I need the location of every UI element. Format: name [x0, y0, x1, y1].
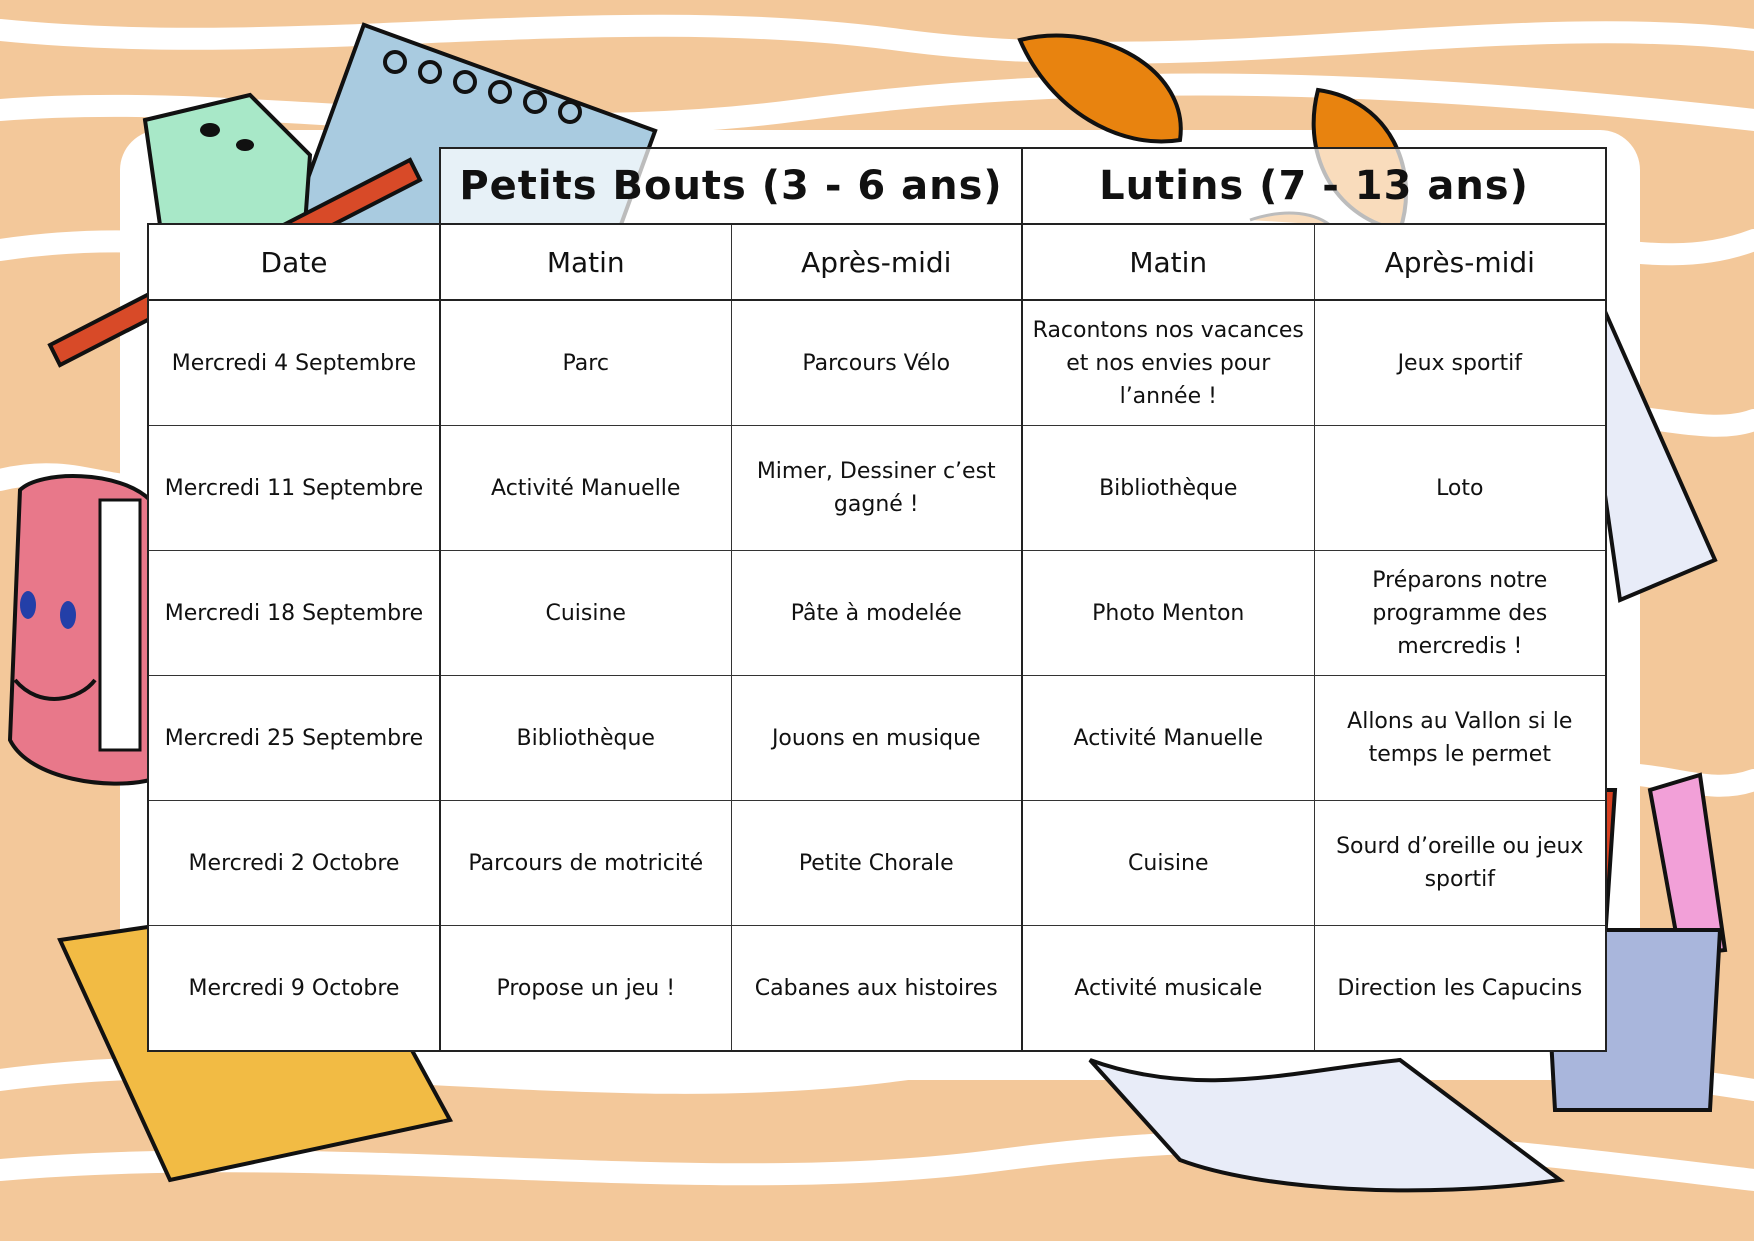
activity-cell: Photo Menton — [1022, 551, 1314, 676]
group-header-petits-bouts: Petits Bouts (3 - 6 ans) — [440, 148, 1022, 224]
activity-cell: Activité Manuelle — [1022, 676, 1314, 801]
activity-cell: Direction les Capucins — [1314, 926, 1606, 1052]
activity-cell: Préparons notre programme des mercredis ! — [1314, 551, 1606, 676]
column-header-date: Date — [148, 224, 440, 300]
table-row — [148, 676, 1606, 801]
activity-cell: Activité musicale — [1022, 926, 1314, 1052]
activity-cell: Bibliothèque — [1022, 426, 1314, 551]
column-header-apres-midi: Après-midi — [731, 224, 1022, 300]
date-cell: Mercredi 11 Septembre — [148, 426, 440, 551]
activity-cell: Activité Manuelle — [440, 426, 731, 551]
activity-cell: Propose un jeu ! — [440, 926, 731, 1052]
activity-cell: Sourd d’oreille ou jeux sportif — [1314, 801, 1606, 926]
activity-cell: Jouons en musique — [731, 676, 1022, 801]
date-cell: Mercredi 4 Septembre — [148, 300, 440, 426]
table-row — [148, 801, 1606, 926]
column-header-matin: Matin — [1022, 224, 1314, 300]
activity-cell: Cuisine — [1022, 801, 1314, 926]
activity-cell: Jeux sportif — [1314, 300, 1606, 426]
column-header-matin: Matin — [440, 224, 731, 300]
activity-cell: Parc — [440, 300, 731, 426]
backpack-icon — [10, 476, 150, 784]
table-row — [148, 926, 1606, 1052]
activity-cell: Loto — [1314, 426, 1606, 551]
activity-schedule-table — [147, 147, 1607, 1052]
date-cell: Mercredi 2 Octobre — [148, 801, 440, 926]
date-cell: Mercredi 9 Octobre — [148, 926, 440, 1052]
activity-cell: Mimer, Dessiner c’est gagné ! — [731, 426, 1022, 551]
column-header-apres-midi: Après-midi — [1314, 224, 1606, 300]
corner-blank-cell — [148, 148, 440, 224]
date-cell: Mercredi 18 Septembre — [148, 551, 440, 676]
activity-cell: Petite Chorale — [731, 801, 1022, 926]
date-cell: Mercredi 25 Septembre — [148, 676, 440, 801]
group-header-lutins: Lutins (7 - 13 ans) — [1022, 148, 1606, 224]
table-row — [148, 426, 1606, 551]
activity-cell: Racontons nos vacances et nos envies pour l’année ! — [1022, 300, 1314, 426]
table-row — [148, 300, 1606, 426]
activity-cell: Parcours Vélo — [731, 300, 1022, 426]
activity-cell: Cuisine — [440, 551, 731, 676]
activity-cell: Pâte à modelée — [731, 551, 1022, 676]
activity-cell: Parcours de motricité — [440, 801, 731, 926]
table-row — [148, 551, 1606, 676]
activity-cell: Cabanes aux histoires — [731, 926, 1022, 1052]
activity-cell: Allons au Vallon si le temps le permet — [1314, 676, 1606, 801]
activity-cell: Bibliothèque — [440, 676, 731, 801]
